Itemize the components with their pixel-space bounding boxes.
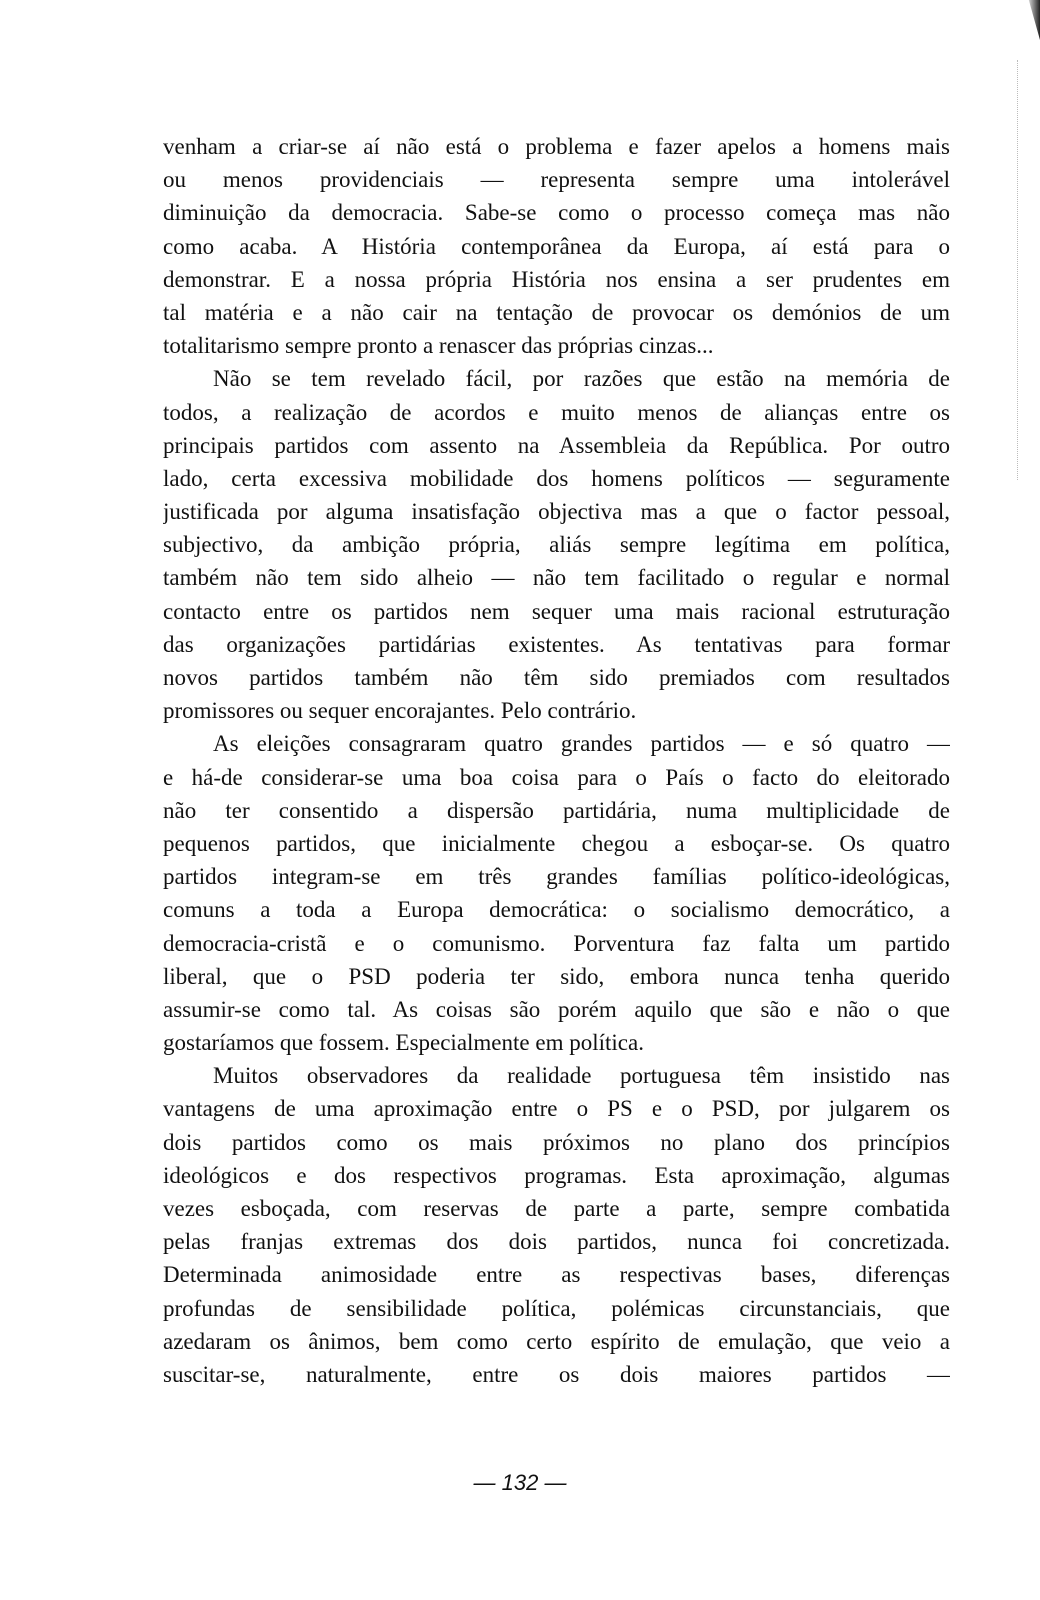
text-line: diminuição da democracia. Sabe-se como o processo começa mas não — [163, 200, 950, 226]
text-line: lado, certa excessiva mobilidade dos homens políticos — seguramente — [163, 465, 950, 491]
text-line: gostaríamos que fossem. Especialmente em política. — [163, 1030, 644, 1056]
text-line: demonstrar. E a nossa própria História nos ensina a ser prudentes em — [163, 266, 950, 292]
text-line: das organizações partidárias existentes. As tentativas para formar — [163, 631, 950, 657]
text-line: contacto entre os partidos nem sequer uma mais racional estruturação — [163, 598, 950, 624]
paragraph — [163, 362, 950, 727]
text-line: venham a criar-se aí não está o problema e fazer apelos a homens mais — [163, 134, 950, 159]
text-line: Não se tem revelado fácil, por razões que estão na memória de — [213, 366, 950, 392]
text-line: tal matéria e a não cair na tentação de provocar os demónios de um — [163, 299, 950, 325]
text-line: vezes esboçada, com reservas de parte a parte, sempre combatida — [163, 1196, 950, 1221]
text-line: dois partidos como os mais próximos no plano dos princípios — [163, 1129, 950, 1155]
text-line: vantagens de uma aproximação entre o PS e o PSD, por julgarem os — [163, 1096, 950, 1122]
text-line: também não tem sido alheio — não tem facilitado o regular e normal — [163, 565, 950, 591]
paragraph — [163, 727, 950, 1059]
text-line: As eleições consagraram quatro grandes partidos — e só quatro — — [213, 731, 950, 757]
text-line: como acaba. A História contemporânea da Europa, aí está para o — [163, 233, 950, 259]
text-line: principais partidos com assento na Assembleia da República. Por outro — [163, 432, 950, 458]
body-text — [163, 130, 950, 1391]
text-line: liberal, que o PSD poderia ter sido, embora nunca tenha querido — [163, 963, 950, 989]
text-line: partidos integram-se em três grandes famílias político-ideológicas, — [163, 864, 950, 890]
paragraph — [163, 130, 950, 362]
text-line: promissores ou sequer encorajantes. Pelo contrário. — [163, 698, 637, 724]
text-line: suscitar-se, naturalmente, entre os dois maiores partidos — — [163, 1361, 950, 1387]
scan-corner-mark — [1026, 0, 1040, 40]
text-line: totalitarismo sempre pronto a renascer das próprias cinzas... — [163, 333, 714, 359]
text-line: novos partidos também não têm sido premiados com resultados — [163, 665, 950, 690]
text-line: subjectivo, da ambição própria, aliás sempre legítima em política, — [163, 532, 950, 558]
text-line: ideológicos e dos respectivos programas. Esta aproximação, algumas — [163, 1162, 950, 1188]
text-line: ou menos providenciais — representa sempre uma intolerável — [163, 167, 950, 193]
page-number: — 132 — — [473, 1470, 567, 1495]
text-line: azedaram os ânimos, bem como certo espírito de emulação, que veio a — [163, 1328, 950, 1354]
text-line: pequenos partidos, que inicialmente chegou a esboçar-se. Os quatro — [163, 830, 950, 856]
text-line: pelas franjas extremas dos dois partidos, nunca foi concretizada. — [163, 1229, 950, 1255]
text-line: e há-de considerar-se uma boa coisa para o País o facto do eleitorado — [163, 764, 950, 790]
scan-edge-shadow — [1016, 60, 1018, 480]
text-line: todos, a realização de acordos e muito menos de alianças entre os — [163, 399, 950, 425]
text-line: Muitos observadores da realidade portuguesa têm insistido nas — [213, 1063, 950, 1089]
text-line: democracia-cristã e o comunismo. Porventura faz falta um partido — [163, 930, 950, 956]
text-line: assumir-se como tal. As coisas são porém aquilo que são e não o que — [163, 996, 950, 1022]
paragraph — [163, 1059, 950, 1391]
text-line: profundas de sensibilidade política, polémicas circunstanciais, que — [163, 1295, 950, 1321]
text-line: comuns a toda a Europa democrática: o socialismo democrático, a — [163, 897, 950, 923]
text-line: Determinada animosidade entre as respectivas bases, diferenças — [163, 1262, 950, 1288]
text-line: justificada por alguma insatisfação objectiva mas a que o factor pessoal, — [163, 499, 950, 525]
text-line: não ter consentido a dispersão partidária, numa multiplicidade de — [163, 797, 950, 823]
